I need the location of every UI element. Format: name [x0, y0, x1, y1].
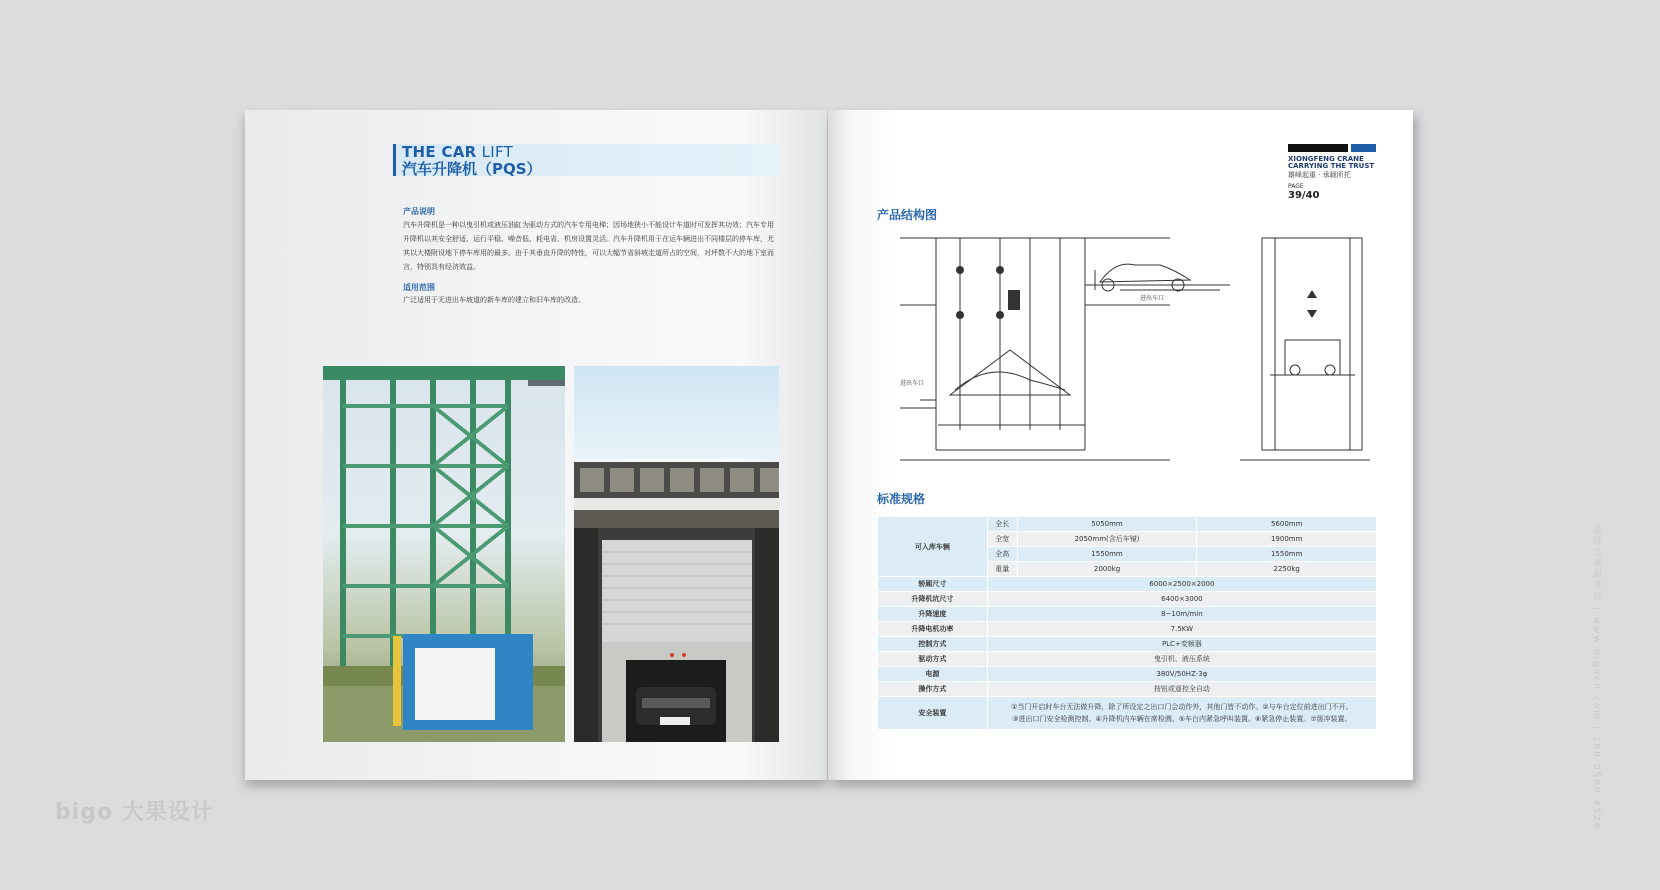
title-accent: [393, 144, 396, 176]
vehicle-value-b: 1900mm: [1197, 532, 1377, 547]
table-row: [878, 697, 1377, 730]
table-row: [878, 637, 1377, 652]
brand-cn: 雄峰起重 · 承载所托: [1288, 171, 1351, 179]
row-label: 驱动方式: [878, 652, 988, 667]
safety-value: [987, 697, 1376, 730]
vehicle-value-a: 1550mm: [1017, 547, 1197, 562]
table-row: [878, 517, 1377, 532]
table-row: [878, 577, 1377, 592]
title-cn: 汽车升降机（PQS）: [402, 160, 542, 178]
vehicle-header: 可入库车辆: [878, 517, 988, 577]
row-label: 电源: [878, 667, 988, 682]
brand-bar-blue: [1351, 144, 1376, 152]
brand-line1: XIONGFENG CRANE: [1288, 155, 1364, 163]
page-number: 39/40: [1288, 190, 1320, 201]
vehicle-value-b: 2250kg: [1197, 562, 1377, 577]
brand-bar-black: [1288, 144, 1348, 152]
title-en: THE CAR LIFT: [402, 143, 514, 161]
table-row: [878, 592, 1377, 607]
row-label: 轿厢尺寸: [878, 577, 988, 592]
section2-title: 适用范围: [403, 283, 435, 292]
watermark-logo: bigo 大果设计: [55, 800, 214, 825]
table-row: [878, 622, 1377, 637]
brand-line2: CARRYING THE TRUST: [1288, 162, 1375, 170]
row-label: 升降电机功率: [878, 622, 988, 637]
table-row: [878, 652, 1377, 667]
table-row: [878, 667, 1377, 682]
row-value: 6000×2500×2000: [987, 577, 1376, 592]
row-value: 7.5KW: [987, 622, 1376, 637]
safety-line2: ③进出口门安全检测控制。④升降机内车辆在席检测。⑤车台内紧急呼叫装置。⑥紧急停止装置。⑦缓冲装置。: [1012, 715, 1352, 723]
vehicle-label: 全宽: [987, 532, 1017, 547]
spec-title: 标准规格: [877, 492, 926, 506]
safety-label: 安全装置: [878, 697, 988, 730]
row-label: 升降速度: [878, 607, 988, 622]
vehicle-label: 全高: [987, 547, 1017, 562]
vehicle-label: 重量: [987, 562, 1017, 577]
structure-diagram: [900, 230, 1370, 480]
row-value: 曳引机、液压系统: [987, 652, 1376, 667]
light-panel: [574, 366, 779, 458]
table-row: [878, 682, 1377, 697]
vehicle-value-b: 1550mm: [1197, 547, 1377, 562]
vehicle-label: 全长: [987, 517, 1017, 532]
side-text: 品牌全案服务商 | www.bigocn.com | 180 0560 4526: [1591, 525, 1601, 831]
vehicle-value-b: 5600mm: [1197, 517, 1377, 532]
structure-title: 产品结构图: [877, 208, 938, 222]
tower-lift-photo: [323, 366, 565, 742]
parking-door-photo: [574, 462, 779, 742]
section1-text: 汽车升降机是一种以曳引机或液压油缸为驱动方式的汽车专用电梯；因场地狭小不能设计车道时可发挥其功效；汽车专用升降机以其安全舒适、运行平稳、噪音低、耗电省、机房设置灵活。汽车升降机用于在运车辆进出不同楼层的停车库，尤其以大楼附设地下停车库用的最多。由于其垂直升降的特性，可以大幅节省斜坡走道所占的空间，对坪数不大的地下室而言，特别具有经济效益。: [403, 221, 774, 271]
vehicle-value-a: 2000kg: [1017, 562, 1197, 577]
row-value: 按钮或遥控全自动: [987, 682, 1376, 697]
section1-title: 产品说明: [403, 207, 435, 216]
safety-line1: ①当门开启时车台无法做升降，除了所设定之出口门会动作外，其他门皆不动作。②与车台定位前进出门不开。: [1011, 703, 1353, 711]
vehicle-value-a: 2050mm(含后车镜): [1017, 532, 1197, 547]
table-row: [878, 607, 1377, 622]
page-label: PAGE: [1288, 183, 1304, 190]
row-value: PLC+变频器: [987, 637, 1376, 652]
section2-text: 广泛适用于无进出车坡道的新车库的建立和旧车库的改造。: [403, 296, 585, 304]
row-value: 8~10m/min: [987, 607, 1376, 622]
diagram-label-in: 进出车口: [1140, 295, 1165, 302]
row-value: 380V/50HZ-3φ: [987, 667, 1376, 682]
spec-table: [877, 516, 1377, 730]
vehicle-value-a: 5050mm: [1017, 517, 1197, 532]
row-label: 操作方式: [878, 682, 988, 697]
row-label: 升降机坑尺寸: [878, 592, 988, 607]
row-label: 控制方式: [878, 637, 988, 652]
diagram-label-out: 进出车口: [900, 380, 925, 387]
row-value: 6400×3000: [987, 592, 1376, 607]
